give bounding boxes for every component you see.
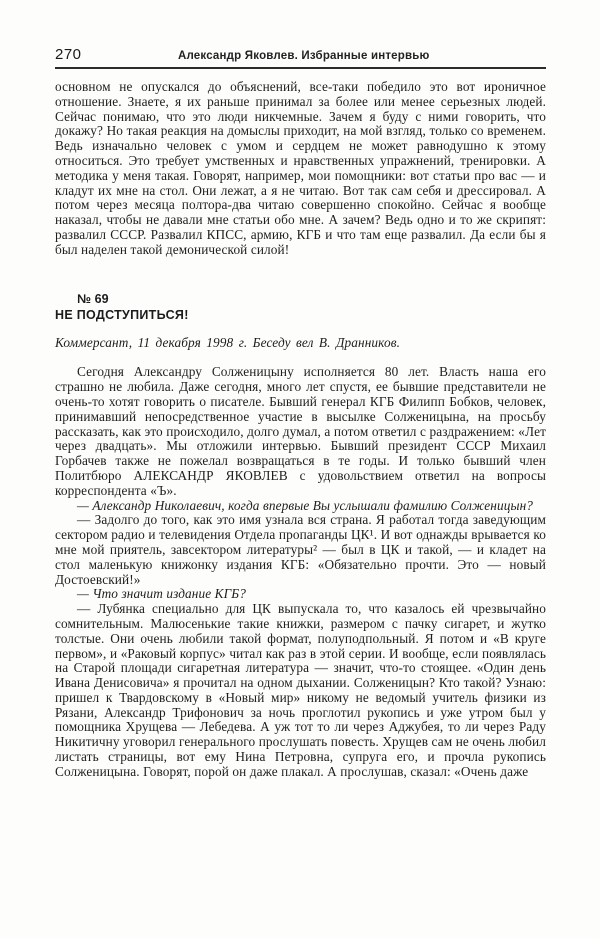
source-line: Коммерсант, 11 декабря 1998 г. Беседу вел В. Дранников. [55,334,401,350]
page-body [55,80,546,780]
chapter-number: № 69 [77,291,109,306]
chapter-heading [55,291,546,323]
running-head [55,46,546,69]
running-title: Александр Яковлев. Избранные интервью [177,50,430,62]
interview-question: — Александр Николаевич, когда впервые Вы услышали фамилию Солженицын? [77,497,534,513]
lede-paragraph: Сегодня Александру Солженицыну исполняется 80 лет. Власть наша его страшно не любила. Даже сегодня, много лет спустя, ее бывшие представители не очень-то хотят говорить о писателе. Бывший генерал КГБ Филипп Бобков, человек, принимавший непосредственное участие в высылке Солженицына, на просьбу рассказать, как это происходило, долго думал, а потом ответил с раздражением: «Лет через двадцать». Мы отложили интервью. Бывший президент СССР Михаил Горбачев также не пожелал возвращаться в те годы. И только бывший член Политбюро АЛЕКСАНДР ЯКОВЛЕВ с удовольствием ответил на вопросы корреспондента «Ъ». [55,364,546,498]
interview-answer: — Задолго до того, как это имя узнала вся страна. Я работал тогда заведующим сектором радио и телевидения Отдела пропаганды ЦК¹. И вот однажды врывается ко мне мой приятель, завсектором литературы² — был в ЦК и такой, — и кладет на стол маленькую книжонку издания КГБ: «Обязательно прочти. Это — новый Достоевский!» [55,512,546,587]
chapter-title: НЕ ПОДСТУПИТЬСЯ! [55,307,189,322]
intro-paragraph: основном не опускался до объяснений, все-таки победило это вот ироничное отношение. Знаете, я их раньше принимал за более или менее серьезных людей. Сейчас понимаю, что это люди никчемные. Зачем я буду с ними говорить, что докажу? Но такая реакция на домыслы приходит, на мой взгляд, только со временем. Ведь изначально человек с умом и сердцем не может равнодушно к этому относиться. Это требует умственных и нравственных упражнений, тренировки. А методика у меня такая. Говорят, например, мои помощники: вот статьи про вас — и кладут их мне на стол. Они лежат, а я не читаю. Вот так сам себя и дрессировал. А потом через месяца полтора-два читаю совершенно спокойно. Сейчас я вообще наказал, чтобы не давали мне статьи обо мне. А зачем? Ведь одно и то же скрипят: развалил СССР. Развалил КПСС, армию, КГБ и что там еще развалил. Да если бы я был наделен такой демонической силой! [55,79,546,257]
page-number: 270 [55,46,82,63]
interview-answer: — Лубянка специально для ЦК выпускала то, что казалось ей чрезвычайно сомнительным. Малюсенькие такие книжки, размером с пачку сигарет, и жутко толстые. Они очень любили такой формат, полуподпольный. Я потом и «В круге первом», и «Раковый корпус» читал как раз в этой серии. И вообще, если появлялась на Старой площади сигаретная литература — значит, что-то стоящее. «Один день Ивана Денисовича» я прочитал на одном дыхании. Солженицын? Кто такой? Узнаю: пришел к Твардовскому в «Новый мир» никому не ведомый учитель физики из Рязани, Александр Трифонович за ночь проглотил рукопись и уже утром был у помощника Хрущева — Лебедева. А уж тот то ли через Аджубея, то ли через Раду Никитичну уговорил генерального прослушать повесть. Хрущев сам не очень любил листать страницы, вот ему Нина Петровна, супруга его, и прочла рукопись Солженицына. Говорят, порой он даже плакал. А прослушав, сказал: «Очень даже [55,601,546,779]
interview-question: — Что значит издание КГБ? [77,586,246,602]
